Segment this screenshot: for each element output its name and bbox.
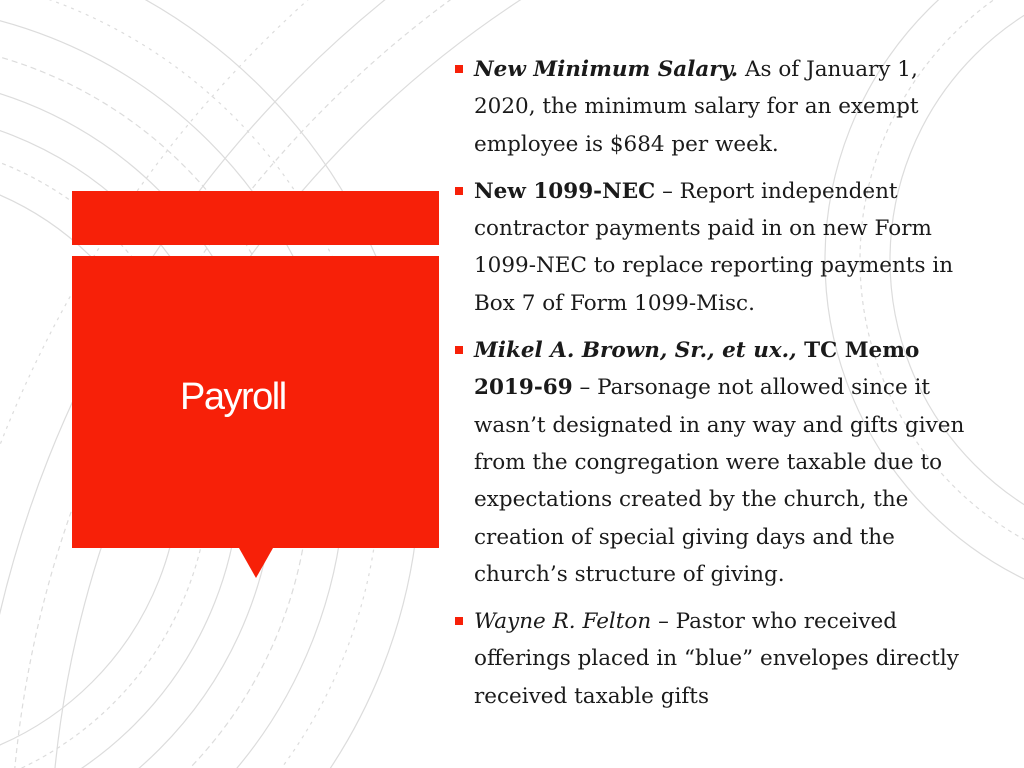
bullet-1099-nec <box>454 173 974 322</box>
bullet-lead: New Minimum Salary. <box>474 57 739 82</box>
bullet-list <box>454 51 974 725</box>
title-accent-strip <box>72 191 439 245</box>
case-citation: TC Memo 2019-69 <box>474 338 920 401</box>
square-bullet-icon <box>455 187 463 195</box>
square-bullet-icon <box>455 65 463 73</box>
bullet-lead: New 1099-NEC <box>474 178 656 204</box>
title-panel-pointer <box>239 548 273 578</box>
case-name: Wayne R. Felton <box>474 609 652 635</box>
case-name: Mikel A. Brown, Sr., et ux., <box>474 338 797 364</box>
bullet-brown-case <box>454 332 974 593</box>
square-bullet-icon <box>455 346 463 354</box>
bullet-text: As of January 1, 2020, the minimum salary for an exempt employee is $684 per week. <box>474 57 919 157</box>
bullet-text: – Report independent contractor payments paid in on new Form 1099-NEC to replace reporting payments in Box 7 of Form 1099-Misc. <box>474 178 954 316</box>
bullet-felton-case <box>454 603 974 715</box>
bullet-minimum-salary <box>454 51 974 163</box>
slide-title: Payroll <box>180 376 286 418</box>
bullet-text: – Pastor who received offerings placed in “blue” envelopes directly received taxable gifts <box>474 609 959 709</box>
square-bullet-icon <box>455 617 463 625</box>
bullet-text: – Parsonage not allowed since it wasn’t designated in any way and gifts given from the congregation were taxable due to expectations created by the church, the creation of special giving days and the church’s structure of giving. <box>474 375 965 587</box>
